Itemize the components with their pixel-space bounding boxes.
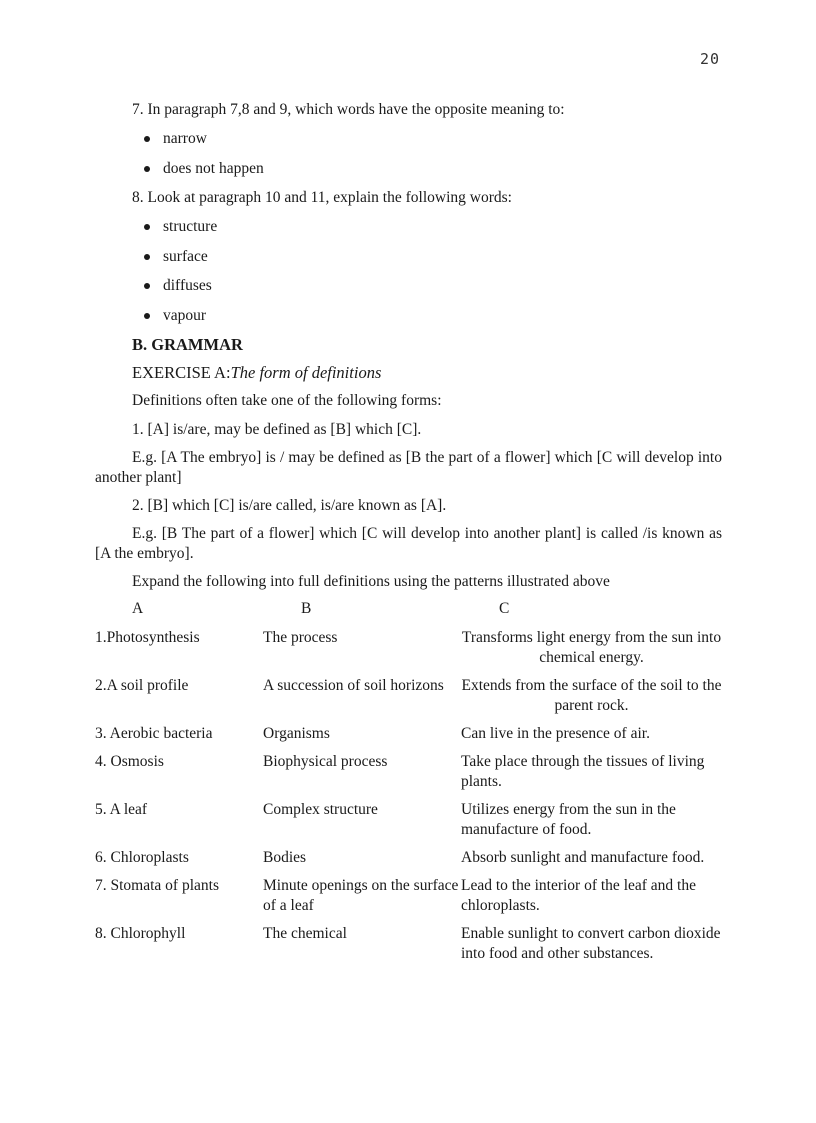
document-body xyxy=(95,100,722,972)
section-heading: B. GRAMMAR xyxy=(132,335,243,354)
question-7: 7. In paragraph 7,8 and 9, which words have the opposite meaning to: xyxy=(132,101,565,118)
intro-text: Definitions often take one of the following forms: xyxy=(132,392,442,409)
bullet-text: narrow xyxy=(163,130,207,147)
bullet-icon xyxy=(144,166,150,172)
column-header-a: A xyxy=(132,600,144,617)
cell-c: Enable sunlight to convert carbon dioxide into food and other substances. xyxy=(461,925,721,962)
table-row xyxy=(95,924,722,972)
bullet-item xyxy=(141,276,722,296)
cell-c: Extends from the surface of the soil to the parent rock. xyxy=(461,677,722,714)
bullet-text: vapour xyxy=(163,306,207,324)
definitions-table xyxy=(95,628,722,972)
table-row xyxy=(95,628,722,676)
table-row xyxy=(95,752,722,800)
bullet-item xyxy=(141,159,722,179)
cell-b: Organisms xyxy=(263,725,330,742)
cell-b: The process xyxy=(263,629,338,646)
cell-b: Biophysical process xyxy=(263,753,388,770)
exercise-label: EXERCISE A: xyxy=(132,363,231,382)
cell-b: Bodies xyxy=(263,849,307,866)
cell-a: 5. A leaf xyxy=(95,801,148,818)
cell-c: Take place through the tissues of living plants. xyxy=(461,753,705,790)
bullet-text: diffuses xyxy=(163,277,212,294)
cell-c: Absorb sunlight and manufacture food. xyxy=(461,849,705,866)
bullet-item xyxy=(141,129,722,149)
cell-a: 2.A soil profile xyxy=(95,677,189,694)
bullet-icon xyxy=(144,224,150,230)
cell-b: Minute openings on the surface of a leaf xyxy=(263,877,459,914)
cell-c: Can live in the presence of air. xyxy=(461,725,650,742)
cell-a: 1.Photosynthesis xyxy=(95,629,200,646)
column-header-b: B xyxy=(301,600,312,617)
bullet-text: structure xyxy=(163,218,218,235)
question-8-bullets xyxy=(95,217,722,326)
table-column-headers xyxy=(95,600,722,620)
table-row xyxy=(95,848,722,876)
example-1: E.g. [A The embryo] is / may be defined as [B the part of a flower] which [C will develop into another plant] xyxy=(95,449,722,486)
bullet-item xyxy=(141,306,722,326)
cell-c: Utilizes energy from the sun in the manufacture of food. xyxy=(461,801,676,838)
instruction-text: Expand the following into full definitions using the patterns illustrated above xyxy=(132,573,610,590)
question-8: 8. Look at paragraph 10 and 11, explain the following words: xyxy=(132,189,512,206)
cell-a: 4. Osmosis xyxy=(95,753,164,770)
question-7-bullets xyxy=(95,129,722,179)
bullet-item xyxy=(141,247,722,267)
example-2: E.g. [B The part of a flower] which [C will develop into another plant] is called /is known as [A the embryo]. xyxy=(95,525,722,562)
bullet-text: surface xyxy=(163,247,208,265)
table-row xyxy=(95,800,722,848)
cell-a: 7. Stomata of plants xyxy=(95,877,219,894)
cell-b: The chemical xyxy=(263,925,347,942)
bullet-icon xyxy=(144,136,150,142)
bullet-text: does not happen xyxy=(163,159,264,177)
cell-b: A succession of soil horizons xyxy=(263,677,444,694)
bullet-item xyxy=(141,217,722,237)
bullet-icon xyxy=(144,254,150,260)
cell-c: Lead to the interior of the leaf and the chloroplasts. xyxy=(461,877,696,914)
table-row xyxy=(95,724,722,752)
page-number: 20 xyxy=(699,50,720,68)
cell-c: Transforms light energy from the sun into chemical energy. xyxy=(461,629,722,666)
exercise-title xyxy=(95,363,722,383)
cell-a: 8. Chlorophyll xyxy=(95,925,186,942)
bullet-icon xyxy=(144,313,150,319)
cell-a: 3. Aerobic bacteria xyxy=(95,725,213,742)
form-2: 2. [B] which [C] is/are called, is/are known as [A]. xyxy=(132,497,447,514)
bullet-icon xyxy=(144,283,150,289)
table-row xyxy=(95,876,722,924)
form-1: 1. [A] is/are, may be defined as [B] which [C]. xyxy=(132,421,422,438)
cell-b: Complex structure xyxy=(263,801,378,818)
exercise-name: The form of definitions xyxy=(230,363,382,382)
table-row xyxy=(95,676,722,724)
column-header-c: C xyxy=(499,600,510,617)
cell-a: 6. Chloroplasts xyxy=(95,849,189,866)
